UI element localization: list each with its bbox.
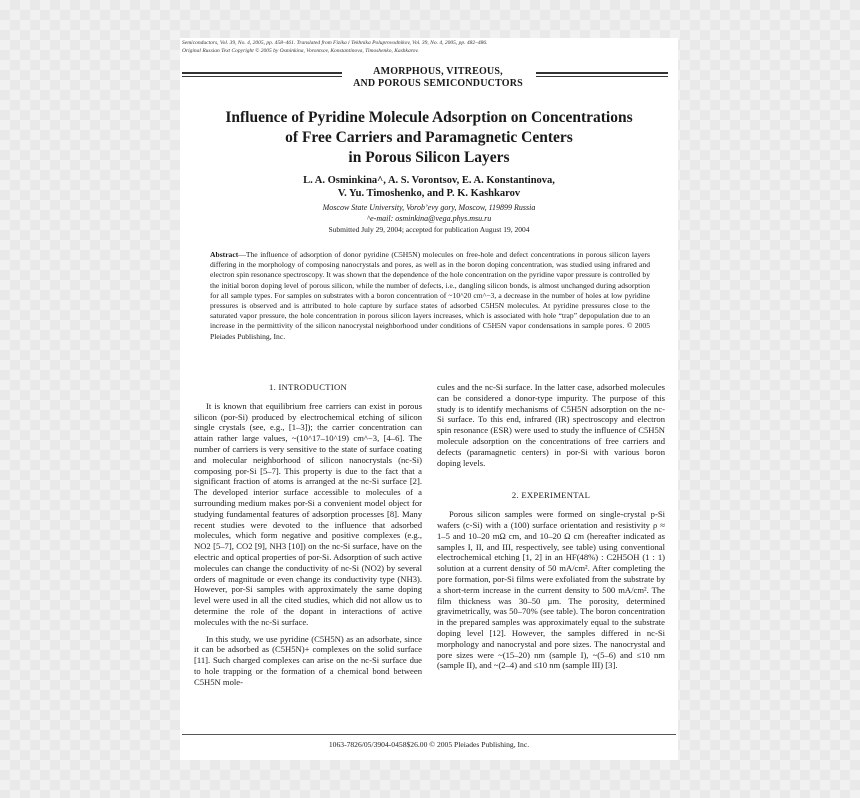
section-heading <box>340 66 536 90</box>
introduction-paragraph-1: It is known that equilibrium free carriers can exist in porous silicon (por-Si) produced by electrochemical etching of silicon single crystals (see, e.g., [1–3]); the carrier concentration can attain rather large values, ~(10^17–10^19) cm^−3, [4–6]. The number of carriers is very sensitive to the state of surface coating and molecular neighborhood of silicon nanocrystals (nc-Si) composing por-Si [5–7]. This property is due to the fact that a significant fraction of atoms is arranged at the nc-Si surface [2]. The developed interior surface accessible to molecules of a surrounding medium makes por-Si a convenient model object for studying fundamental features of adsorption processes [8]. Many recent studies were devoted to the influence that adsorbed molecules, which form negative and positive complexes (e.g., NO2 [5–7], CO2 [9], NH3 [10]) on the nc-Si surface, have on the electric and optical properties of por-Si. Adsorption of such active molecules can change the conductivity of nc-Si (NO2) by several orders of magnitude or even change its conductivity type (NH3). However, por-Si samples with approximately the same doping level were used in all the cited studies, which did not allow us to determine the role of the dopant in interactions of active molecules with the nc-Si surface. <box>194 400 422 627</box>
institution: Moscow State University, Vorob’evy gory, Moscow, 119899 Russia <box>322 203 536 212</box>
experimental-paragraph-1: Porous silicon samples were formed on single-crystal p-Si wafers (c-Si) with a (100) surface orientation and resistivity ρ ≈ 1–5 and 10–20 mΩ cm, and 10–20 Ω cm (hereafter indicated as samples I, II, and III, respectively, see table) using conventional electrochemical etching [1, 2] in an HF(48%) : C2H5OH (1 : 1) solution at a current density of 50 mA/cm². After completing the pore formation, por-Si films were exfoliated from the substrate by a short-term increase in the current density to 500 mA/cm². The film thickness was 30–50 μm. The porosity, determined gravimetrically, was 50–70% (see table). The boron concentration in the prepared samples was approximately equal to the substrate doping level [12]. However, the samples differed in nc-Si morphology and nanocrystal and pore sizes. The nanocrystal and pore sizes were ~(15–20) nm (sample I), ~(5–6) and ≤10 nm (sample II), and ~(2–4) and ≤10 nm (sample III) [3]. <box>437 509 665 671</box>
section-heading-line-2: AND POROUS SEMICONDUCTORS <box>353 78 523 89</box>
title-line-3: in Porous Silicon Layers <box>348 149 510 166</box>
abstract-label: Abstract <box>210 250 239 259</box>
title-line-1: Influence of Pyridine Molecule Adsorption on Concentrations <box>225 109 633 126</box>
email: ^e-mail: osminkina@vega.phys.msu.ru <box>366 214 492 223</box>
section-heading-line-1: AMORPHOUS, VITREOUS, <box>373 66 503 77</box>
introduction-heading: 1. INTRODUCTION <box>268 382 348 392</box>
experimental-heading: 2. EXPERIMENTAL <box>511 490 591 501</box>
footer-rule <box>182 734 676 735</box>
citation-line-2: Original Russian Text Copyright © 2005 by Osminkina, Vorontsov, Konstantinova, Timoshenko, Kashkarov. <box>182 47 419 54</box>
title-line-2: of Free Carriers and Paramagnetic Centers <box>285 129 573 146</box>
copyright-footer: 1063-7826/05/3904-0458$26.00 © 2005 Pleiades Publishing, Inc. <box>328 740 530 749</box>
journal-citation <box>182 40 672 55</box>
right-column <box>437 382 665 671</box>
citation-line-1: Semiconductors, Vol. 39, No. 4, 2005, pp. 458–461. Translated from Fizika i Tekhnika Poluprovodnikov, Vol. 39, No. 4, 2005, pp. 482–486. <box>182 40 488 46</box>
left-column <box>194 382 422 688</box>
section-rule-left <box>182 72 342 77</box>
section-rule-right <box>536 72 668 77</box>
submission-dates: Submitted July 29, 2004; accepted for publication August 19, 2004 <box>328 225 530 234</box>
paper-title <box>180 108 678 168</box>
introduction-paragraph-2: In this study, we use pyridine (C5H5N) as an adsorbate, since it can be adsorbed as (C5H5N)+ complexes on the solid surface [11]. Such charged complexes can arise on the nc-Si surface due to hole trapping or the formation of a chemical bond between C5H5N mole- <box>194 633 422 687</box>
paper-page <box>180 38 678 760</box>
author-list <box>180 174 678 200</box>
authors-line-2: V. Yu. Timoshenko, and P. K. Kashkarov <box>337 188 521 199</box>
affiliation <box>180 202 678 224</box>
introduction-continuation: cules and the nc-Si surface. In the latter case, adsorbed molecules can be considered a donor-type impurity. The purpose of this study is to identify mechanisms of C5H5N adsorption on the nc-Si surface. To this end, infrared (IR) spectroscopy and electron spin resonance (ESR) were used to study the influence of C5H5N molecule adsorption on the concentrations of free carriers and defects (paramagnetic centers) in por-Si with various boron doping levels. <box>437 382 665 468</box>
abstract <box>210 250 650 342</box>
authors-line-1: L. A. Osminkina^, A. S. Vorontsov, E. A. Konstantinova, <box>303 175 555 186</box>
abstract-text: —The influence of adsorption of donor pyridine (C5H5N) molecules on free-hole and defect concentrations in porous silicon layers differing in the morphology of composing nanocrystals and pores, as well as in the boron doping concentration, was studied using infrared and electron spin resonance spectroscopy. It was shown that the dependence of the hole concentration on the pyridine vapor pressure is controlled by the initial boron doping level of porous silicon, while the number of defects, i.e., dangling silicon bonds, is almost unchanged during adsorption for all sample types. For samples on substrates with a boron concentration of ~10^20 cm^−3, a decrease in the number of holes at low pyridine pressures is observed and is attributed to hole capture by surface states of adsorbed C5H5N molecules. At pyridine pressures close to the saturated vapor pressure, the hole concentration in porous silicon layers increases, which is associated with hole “trap” depopulation due to an increase in the permittivity of the silicon nanocrystal neighborhood under conditions of C5H5N vapor condensations in sample pores. © 2005 Pleiades Publishing, Inc. <box>210 250 650 341</box>
